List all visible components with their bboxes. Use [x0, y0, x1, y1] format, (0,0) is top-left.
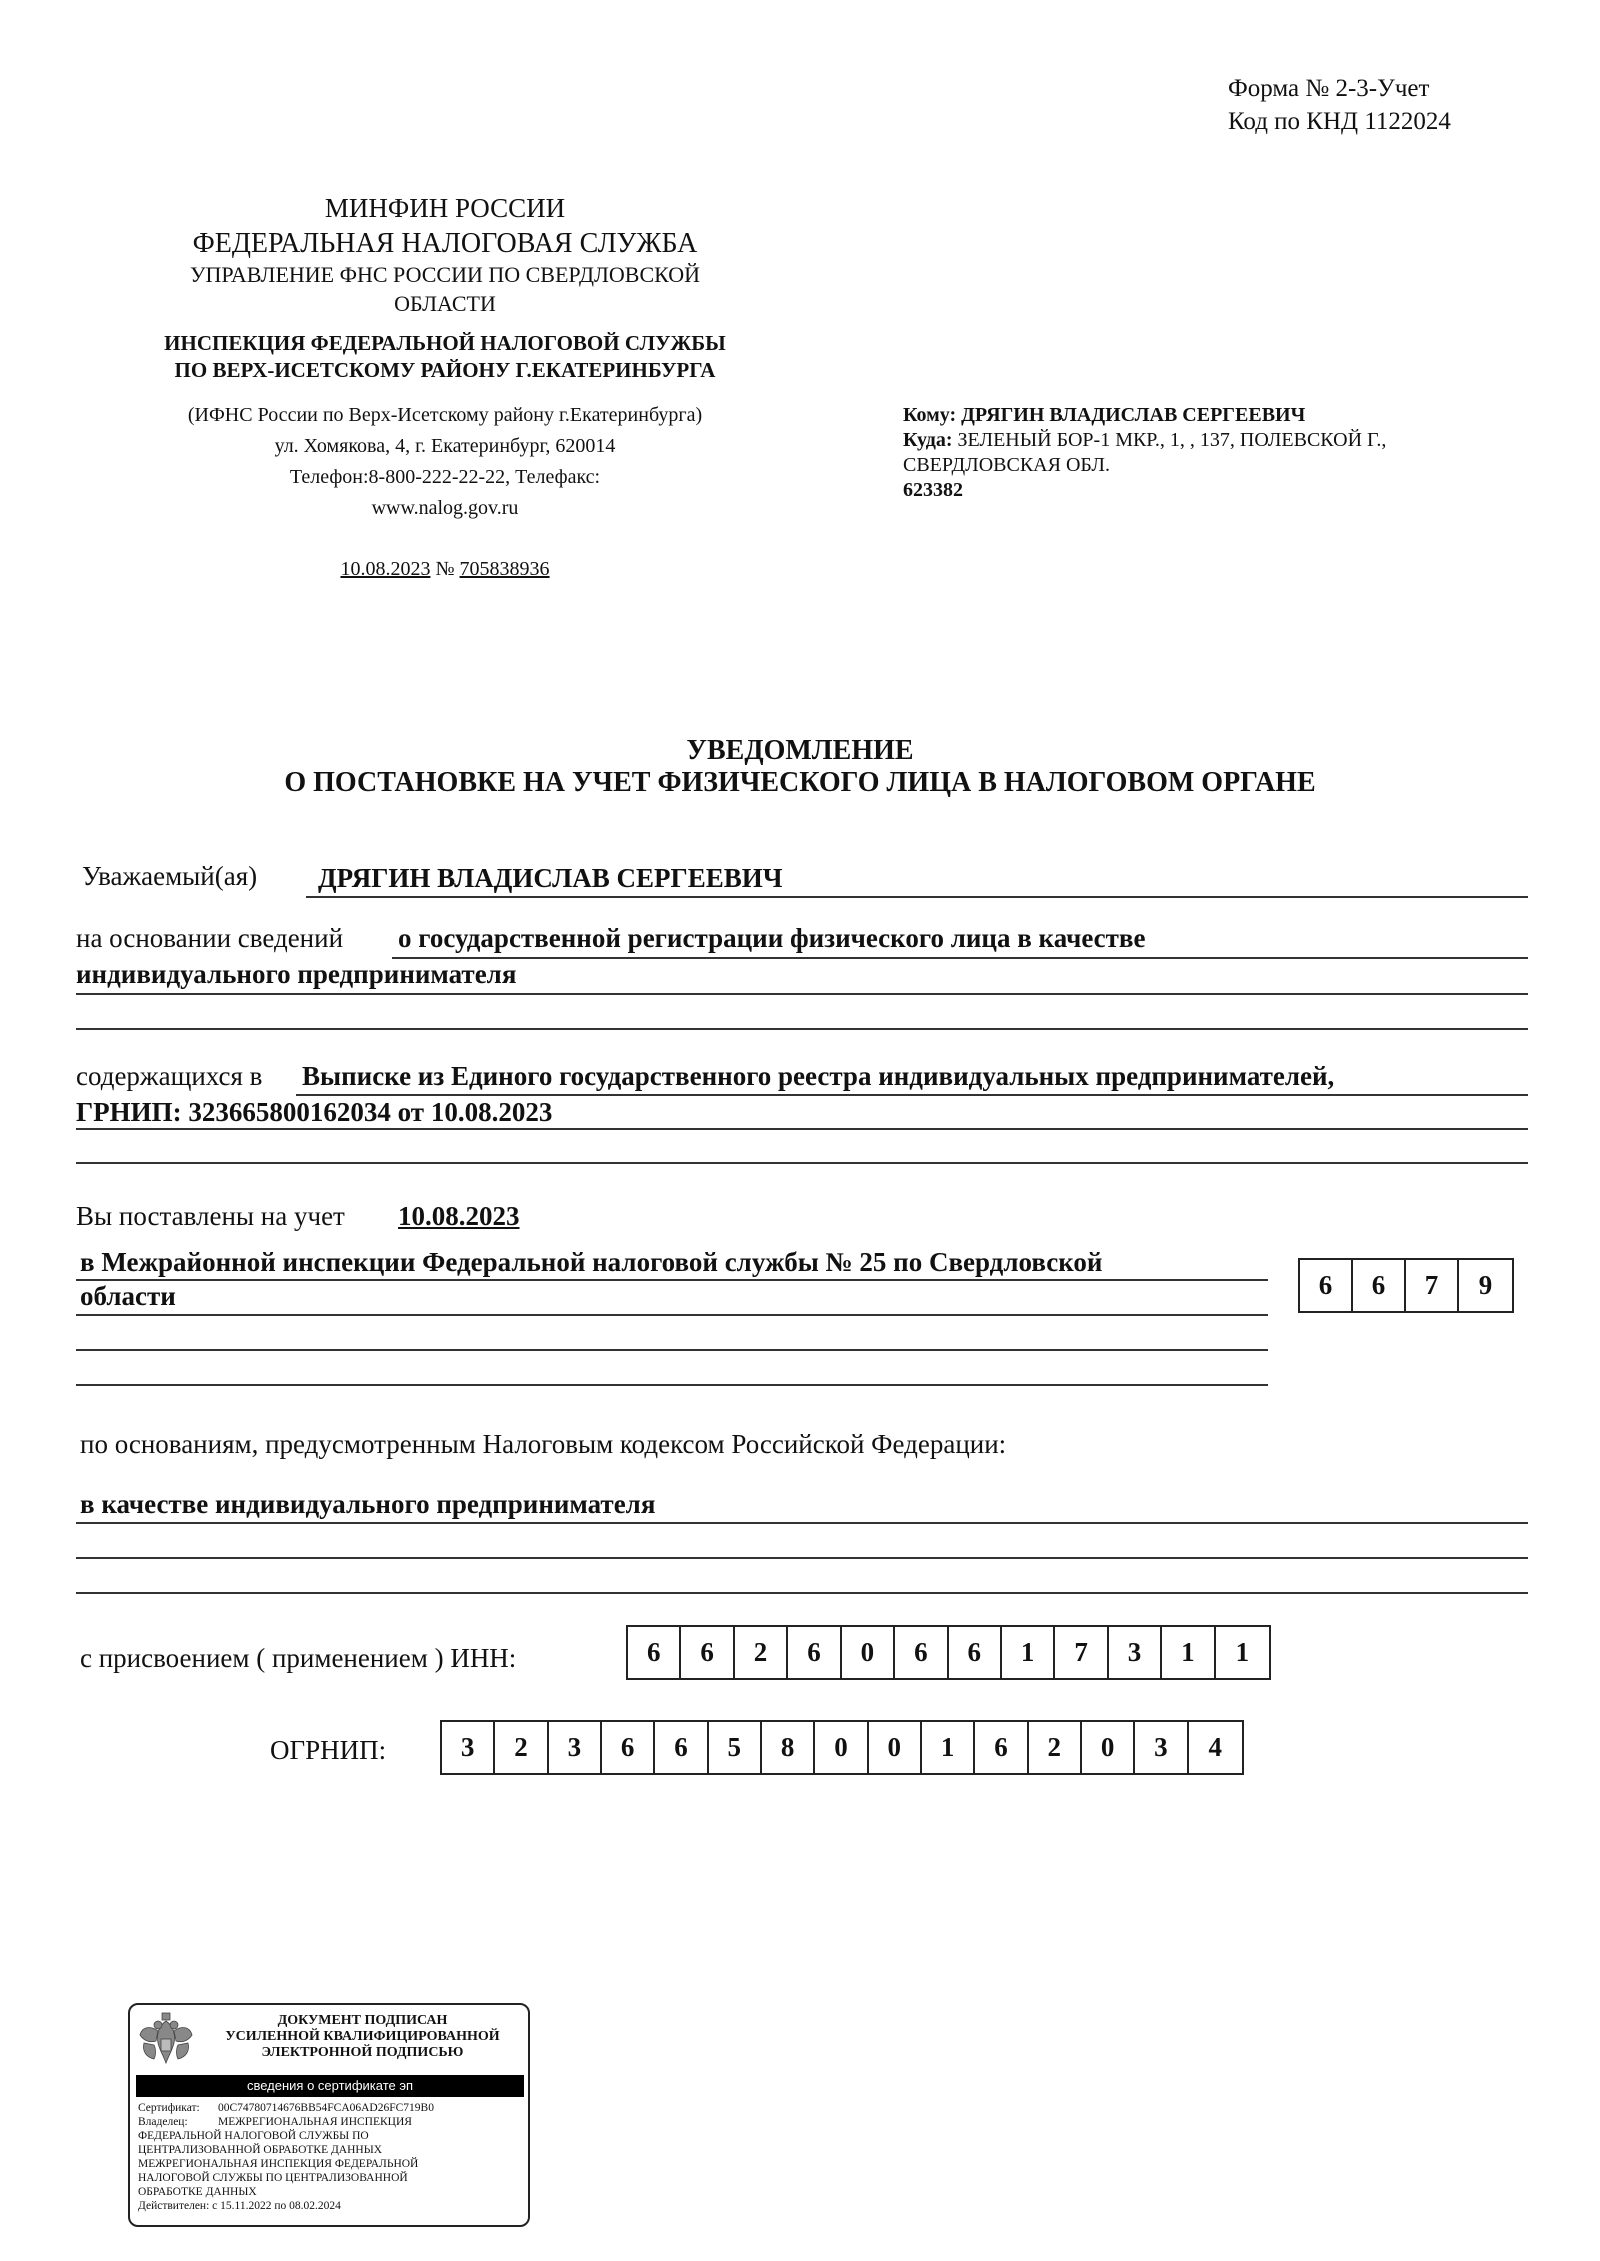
- inn-digit: 1: [1002, 1627, 1055, 1678]
- basis-value-line2: индивидуального предпринимателя: [76, 959, 517, 989]
- source-value-line1: Выписке из Единого государственного реестра индивидуальных предпринимателей,: [302, 1061, 1335, 1091]
- form-code-block: [1228, 72, 1451, 138]
- recipient-address-line2: СВЕРДЛОВСКАЯ ОБЛ.: [903, 454, 1110, 476]
- inn-digit: 1: [1235, 1637, 1250, 1667]
- ogrnip-digit: 4: [1208, 1732, 1222, 1762]
- authority-underline-4: [76, 1384, 1268, 1386]
- grounds-underline-1: [76, 1522, 1528, 1524]
- inn-digit: 3: [1109, 1627, 1162, 1678]
- inn-digit: 7: [1055, 1627, 1108, 1678]
- ogrnip-digit: 3: [442, 1722, 495, 1773]
- recipient-block: [903, 403, 1503, 503]
- document-reference: 10.08.2023 № 705838936: [340, 558, 550, 580]
- basis-underline-2: [76, 993, 1528, 995]
- ogrnip-digit: 5: [709, 1722, 762, 1773]
- ministry-name: МИНФИН РОССИИ: [324, 193, 566, 223]
- grounds-value: в качестве индивидуального предпринимателя: [80, 1489, 656, 1519]
- inn-digit: 0: [842, 1627, 895, 1678]
- ogrnip-digit: 2: [495, 1722, 548, 1773]
- basis-underline-3: [76, 1028, 1528, 1030]
- owner-line1: МЕЖРЕГИОНАЛЬНАЯ ИНСПЕКЦИЯ: [218, 2116, 412, 2128]
- recipient-name: ДРЯГИН ВЛАДИСЛАВ СЕРГЕЕВИЧ: [961, 404, 1306, 426]
- inn-digit: 6: [949, 1627, 1002, 1678]
- form-number: Форма № 2-3-Учет: [1228, 75, 1430, 102]
- recipient-postcode: 623382: [903, 479, 963, 501]
- inn-label: с присвоением ( применением ) ИНН:: [80, 1643, 517, 1673]
- knd-code: Код по КНД 1122024: [1228, 108, 1451, 135]
- inn-digit: 2: [735, 1627, 788, 1678]
- inn-digit: 6: [628, 1627, 681, 1678]
- ogrnip-digit: 6: [655, 1722, 708, 1773]
- issuer-address: ул. Хомякова, 4, г. Екатеринбург, 620014: [274, 435, 616, 457]
- owner-line6: ОБРАБОТКЕ ДАННЫХ: [138, 2186, 257, 2198]
- ogrnip-digit: 3: [1135, 1722, 1188, 1773]
- basis-underline-1: [392, 957, 1528, 959]
- authority-code-boxes: [1298, 1258, 1514, 1313]
- issuer-phone: Телефон:8-800-222-22-22, Телефакс:: [289, 466, 601, 488]
- inn-boxes: [626, 1625, 1271, 1680]
- source-underline-2: [76, 1128, 1528, 1130]
- ogrnip-digit: 0: [869, 1722, 922, 1773]
- cert-label: Сертификат:: [138, 2102, 200, 2114]
- issuer-website[interactable]: www.nalog.gov.ru: [371, 497, 519, 519]
- authority-code-digit: 6: [1300, 1260, 1353, 1311]
- grounds-label: по основаниям, предусмотренным Налоговым кодексом Российской Федерации:: [80, 1429, 1007, 1459]
- ogrnip-digit: 2: [1029, 1722, 1082, 1773]
- ogrnip-digit: 0: [1082, 1722, 1135, 1773]
- ogrnip-digit: 8: [762, 1722, 815, 1773]
- owner-line5: НАЛОГОВОЙ СЛУЖБЫ ПО ЦЕНТРАЛИЗОВАННОЙ: [138, 2172, 408, 2184]
- greeting-underline: [306, 896, 1528, 898]
- authority-code-digit: 9: [1478, 1270, 1493, 1300]
- cert-value: 00C74780714676BB54FCA06AD26FC719B0: [218, 2102, 434, 2114]
- authority-underline-2: [76, 1314, 1268, 1316]
- greeting-label: Уважаемый(ая): [82, 861, 258, 891]
- source-underline-3: [76, 1162, 1528, 1164]
- grounds-underline-3: [76, 1592, 1528, 1594]
- ogrnip-boxes: [440, 1720, 1244, 1775]
- ogrnip-digit: 6: [602, 1722, 655, 1773]
- basis-label: на основании сведений: [76, 923, 344, 953]
- certificate-info-bar: сведения о сертификате эп: [136, 2075, 524, 2097]
- grounds-underline-2: [76, 1557, 1528, 1559]
- authority-line2: области: [80, 1281, 176, 1311]
- owner-line4: МЕЖРЕГИОНАЛЬНАЯ ИНСПЕКЦИЯ ФЕДЕРАЛЬНОЙ: [138, 2158, 419, 2170]
- inspection-name: ИНСПЕКЦИЯ ФЕДЕРАЛЬНОЙ НАЛОГОВОЙ СЛУЖБЫ ПО ВЕРХ-ИСЕТСКОМУ РАЙОНУ Г.ЕКАТЕРИНБУРГА: [164, 331, 726, 382]
- authority-code-digit: 6: [1353, 1260, 1406, 1311]
- recipient-to-label: Кому:: [903, 404, 957, 426]
- stamp-title: ДОКУМЕНТ ПОДПИСАН УСИЛЕННОЙ КВАЛИФИЦИРОВАННОЙ ЭЛЕКТРОННОЙ ПОДПИСЬЮ: [225, 2013, 500, 2060]
- source-value-line2: ГРНИП: 323665800162034 от 10.08.2023: [76, 1097, 553, 1127]
- document-date: 10.08.2023: [340, 558, 431, 580]
- inn-digit: 6: [681, 1627, 734, 1678]
- registered-date: 10.08.2023: [398, 1201, 520, 1231]
- ogrnip-digit: 6: [975, 1722, 1028, 1773]
- certificate-details: [138, 2101, 526, 2213]
- ogrnip-digit: 0: [815, 1722, 868, 1773]
- issuer-short-name: (ИФНС России по Верх-Исетскому району г.Екатеринбурга): [187, 404, 703, 426]
- service-name: ФЕДЕРАЛЬНАЯ НАЛОГОВАЯ СЛУЖБА: [192, 228, 698, 259]
- valid-value: с 15.11.2022 по 08.02.2024: [212, 2200, 341, 2212]
- source-label: содержащихся в: [76, 1061, 263, 1091]
- inn-digit: 6: [895, 1627, 948, 1678]
- authority-underline-3: [76, 1349, 1268, 1351]
- electronic-signature-stamp: [128, 2003, 530, 2227]
- inn-digit: 1: [1162, 1627, 1215, 1678]
- recipient-where-label: Куда:: [903, 429, 953, 451]
- recipient-address-line1: ЗЕЛЕНЫЙ БОР-1 МКР., 1, , 137, ПОЛЕВСКОЙ Г.,: [957, 429, 1387, 451]
- owner-line2: ФЕДЕРАЛЬНОЙ НАЛОГОВОЙ СЛУЖБЫ ПО: [138, 2130, 369, 2142]
- ogrnip-digit: 1: [922, 1722, 975, 1773]
- document-title: УВЕДОМЛЕНИЕ О ПОСТАНОВКЕ НА УЧЕТ ФИЗИЧЕСКОГО ЛИЦА В НАЛОГОВОМ ОРГАНЕ: [284, 735, 1316, 798]
- valid-label: Действителен:: [138, 2200, 210, 2212]
- ogrnip-label: ОГРНИП:: [270, 1735, 387, 1765]
- ogrnip-digit: 3: [549, 1722, 602, 1773]
- basis-value-line1: о государственной регистрации физического лица в качестве: [398, 923, 1146, 953]
- document-number: 705838936: [459, 558, 550, 580]
- registered-label: Вы поставлены на учет: [76, 1201, 345, 1231]
- owner-line3: ЦЕНТРАЛИЗОВАННОЙ ОБРАБОТКЕ ДАННЫХ: [138, 2144, 383, 2156]
- russian-coat-of-arms-icon: [136, 2011, 196, 2069]
- owner-label: Владелец:: [138, 2116, 188, 2128]
- inn-digit: 6: [788, 1627, 841, 1678]
- issuer-contacts: [120, 400, 770, 524]
- authority-code-digit: 7: [1406, 1260, 1459, 1311]
- authority-line1: в Межрайонной инспекции Федеральной налоговой службы № 25 по Свердловской: [80, 1247, 1103, 1277]
- greeting-name: ДРЯГИН ВЛАДИСЛАВ СЕРГЕЕВИЧ: [318, 863, 783, 893]
- department-name: УПРАВЛЕНИЕ ФНС РОССИИ ПО СВЕРДЛОВСКОЙ ОБЛАСТИ: [189, 262, 701, 316]
- authority-underline-1: [76, 1279, 1268, 1281]
